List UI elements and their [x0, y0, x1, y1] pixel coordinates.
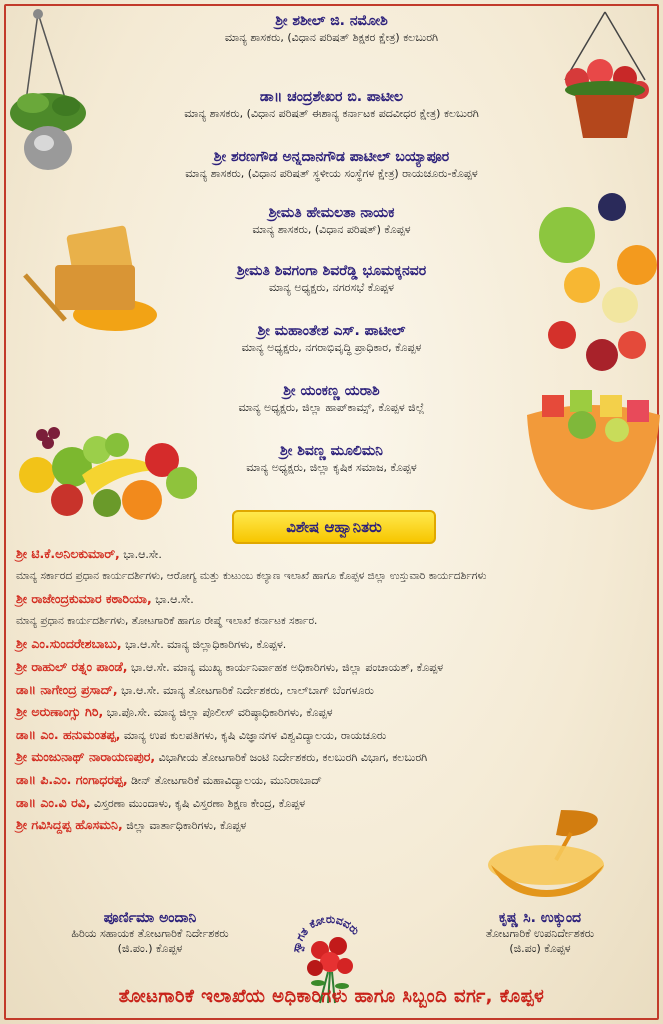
honey-bowl-image-icon	[486, 805, 616, 900]
guest-entry	[16, 636, 286, 652]
honoree-entry	[0, 382, 663, 416]
signatory-left-title: ಹಿರಿಯ ಸಹಾಯಕ ತೋಟಗಾರಿಕೆ ನಿರ್ದೇಶಕರು	[71, 927, 229, 940]
guest-designation: ಭಾ.ಆ.ಸೇ.	[119, 548, 162, 561]
honoree-designation: ಮಾನ್ಯ ಅಧ್ಯಕ್ಷರು, ನಗರಾಭಿವೃದ್ಧಿ ಪ್ರಾಧಿಕಾರ, ಕೊಪ್ಪಳ	[241, 341, 422, 354]
honoree-name: ಶ್ರೀ ಯಂಕಣ್ಣ ಯರಾಶಿ	[283, 383, 380, 399]
guest-name: ಡಾ॥ ಪಿ.ಎಂ. ಗಂಗಾಧರಪ್ಪ,	[16, 772, 128, 787]
guest-entry	[16, 749, 427, 765]
honoree-entry	[0, 262, 663, 296]
guest-name: ಡಾ॥ ಎಂ. ಹನುಮಂತಪ್ಪ,	[16, 727, 121, 742]
guest-name: ಶ್ರೀ ಗವಿಸಿದ್ದಪ್ಪ ಹೊಸಮನಿ,	[16, 817, 123, 832]
guest-designation: ಡೀನ್ ತೋಟಗಾರಿಕೆ ಮಹಾವಿದ್ಯಾಲಯ, ಮುನಿರಾಬಾದ್	[127, 774, 322, 787]
honoree-name: ಡಾ॥ ಚಂದ್ರಶೇಖರ ಬಿ. ಪಾಟೀಲ	[259, 89, 404, 105]
honoree-name: ಶ್ರೀ ಶಶೀಲ್ ಜಿ. ನಮೋಶಿ	[275, 13, 388, 29]
guest-designation: ಮಾನ್ಯ ಪ್ರಧಾನ ಕಾರ್ಯದರ್ಶಿಗಳು, ತೋಟಗಾರಿಕೆ ಹಾಗೂ ರೇಷ್ಮೆ ಇಲಾಖೆ ಕರ್ನಾಟಕ ಸರ್ಕಾರ.	[16, 615, 318, 627]
guest-entry	[16, 546, 162, 562]
welcome-text: ಸ್ವಾಗತ ಕೋರುವವರು	[290, 912, 362, 954]
guest-name: ಶ್ರೀ ಎಂ.ಸುಂದರೇಶಬಾಬು,	[16, 636, 122, 651]
honoree-entry	[0, 442, 663, 476]
guest-designation: ಭಾ.ಆ.ಸೇ. ಮಾನ್ಯ ಮುಖ್ಯ ಕಾರ್ಯನಿರ್ವಾಹಕ ಅಧಿಕಾರಿಗಳು, ಜಿಲ್ಲಾ ಪಂಚಾಯತ್, ಕೊಪ್ಪಳ	[127, 661, 444, 674]
guest-entry	[16, 682, 374, 698]
guest-entry	[16, 795, 305, 811]
signatory-right-name: ಕೃಷ್ಣ ಸಿ. ಉಕ್ಕುಂದ	[498, 910, 582, 926]
guest-name: ಡಾ॥ ಎಂ.ವಿ ರವಿ,	[16, 795, 91, 810]
signatory-right-title: ತೋಟಗಾರಿಕೆ ಉಪನಿರ್ದೇಶಕರು	[485, 927, 595, 940]
guest-entry	[16, 591, 194, 607]
guest-entry	[16, 569, 487, 584]
guest-designation: ಮಾನ್ಯ ಉಪ ಕುಲಪತಿಗಳು, ಕೃಷಿ ವಿಜ್ಞಾನಗಳ ವಿಶ್ವವಿದ್ಯಾಲಯ, ರಾಯಚೂರು	[120, 729, 387, 742]
honoree-designation: ಮಾನ್ಯ ಅಧ್ಯಕ್ಷರು, ಜಿಲ್ಲಾ ಹಾಪ್‌ಕಾಮ್ಸ್, ಕೊಪ್ಪಳ ಜಿಲ್ಲೆ	[238, 401, 425, 414]
honoree-designation: ಮಾನ್ಯ ಶಾಸಕರು, (ವಿಧಾನ ಪರಿಷತ್) ಕೊಪ್ಪಳ	[252, 223, 411, 236]
guest-entry	[16, 772, 322, 788]
honoree-designation: ಮಾನ್ಯ ಶಾಸಕರು, (ವಿಧಾನ ಪರಿಷತ್ ಶಿಕ್ಷಕರ ಕ್ಷೇತ್ರ) ಕಲಬುರಗಿ	[224, 31, 439, 44]
honoree-name: ಶ್ರೀಮತಿ ಶಿವಗಂಗಾ ಶಿವರೆಡ್ಡಿ ಭೂಮಕ್ಕನವರ	[236, 263, 427, 279]
honoree-entry	[0, 12, 663, 46]
guest-entry	[16, 614, 317, 629]
honoree-designation: ಮಾನ್ಯ ಶಾಸಕರು, (ವಿಧಾನ ಪರಿಷತ್ ಈಶಾನ್ಯ ಕರ್ನಾಟಕ ಪದವೀಧರ ಕ್ಷೇತ್ರ) ಕಲಬುರಗಿ	[184, 107, 479, 120]
guest-name: ಶ್ರೀ ಮಂಜುನಾಥ್ ನಾರಾಯಣಪುರ,	[16, 749, 156, 764]
guest-name: ಶ್ರೀ ರಾಹುಲ್ ರತ್ನಂ ಪಾಂಡೆ,	[16, 659, 128, 674]
honoree-entry	[0, 88, 663, 122]
guest-designation: ಮಾನ್ಯ ಸರ್ಕಾರದ ಪ್ರಧಾನ ಕಾರ್ಯದರ್ಶಿಗಳು, ಆರೋಗ್ಯ ಮತ್ತು ಕುಟುಂಬ ಕಲ್ಯಾಣ ಇಲಾಖೆ ಹಾಗೂ ಕೊಪ್ಪಳ ಜಿಲ್ಲಾ ಉಸ್ತುವಾರಿ ಕಾರ್ಯದರ್ಶಿಗಳು	[16, 570, 487, 582]
footer-organizers: ತೋಟಗಾರಿಕೆ ಇಲಾಖೆಯ ಅಧಿಕಾರಿಗಳು ಹಾಗೂ ಸಿಬ್ಬಂದಿ ವರ್ಗ, ಕೊಪ್ಪಳ	[118, 986, 545, 1007]
honoree-name: ಶ್ರೀ ಶರಣಗೌಡ ಅನ್ನದಾನಗೌಡ ಪಾಟೀಲ್ ಬಯ್ಯಾಪೂರ	[213, 149, 450, 165]
guest-name: ಶ್ರೀ ರಾಜೇಂದ್ರಕುಮಾರ ಕಠಾರಿಯಾ,	[16, 591, 152, 606]
signatory-left-name: ಪೂರ್ಣಿಮಾ ಅಂದಾನಿ	[103, 910, 197, 926]
guest-designation: ಭಾ.ಆ.ಸೇ. ಮಾನ್ಯ ತೋಟಗಾರಿಕೆ ನಿರ್ದೇಶಕರು, ಲಾಲ್‌ಬಾಗ್ ಬೆಂಗಳೂರು	[117, 684, 374, 697]
honoree-name: ಶ್ರೀ ಶಿವಣ್ಣ ಮೂಲಿಮನಿ	[280, 443, 383, 459]
guest-entry	[16, 817, 246, 833]
guest-designation: ವಿಭಾಗೀಯ ತೋಟಗಾರಿಕೆ ಜಂಟಿ ನಿರ್ದೇಶಕರು, ಕಲಬುರಗಿ ವಿಭಾಗ, ಕಲಬುರಗಿ	[155, 751, 428, 764]
guest-entry	[16, 704, 333, 720]
signatory-left	[30, 910, 270, 956]
signatory-right-office: (ಜಿ.ಪಂ) ಕೊಪ್ಪಳ	[509, 942, 571, 955]
honoree-entry	[0, 322, 663, 356]
guest-designation: ಭಾ.ಆ.ಸೇ.	[151, 593, 194, 606]
honoree-name: ಶ್ರೀ ಮಹಾಂತೇಶ ಎಸ್. ಪಾಟೀಲ್	[257, 323, 406, 339]
signatory-right	[425, 910, 655, 956]
guest-designation: ಭಾ.ಆ.ಸೇ. ಮಾನ್ಯ ಜಿಲ್ಲಾಧಿಕಾರಿಗಳು, ಕೊಪ್ಪಳ.	[121, 638, 287, 651]
special-invitees-badge: ವಿಶೇಷ ಆಹ್ವಾನಿತರು	[232, 510, 436, 544]
guest-designation: ಭಾ.ಪೊ.ಸೇ. ಮಾನ್ಯ ಜಿಲ್ಲಾ ಪೊಲೀಸ್ ವರಿಷ್ಠಾಧಿಕಾರಿಗಳು, ಕೊಪ್ಪಳ	[103, 706, 333, 719]
guest-entry	[16, 727, 386, 743]
honoree-designation: ಮಾನ್ಯ ಅಧ್ಯಕ್ಷರು, ಜಿಲ್ಲಾ ಕೃಷಿಕ ಸಮಾಜ, ಕೊಪ್ಪಳ	[246, 461, 417, 474]
guest-name: ಶ್ರೀ ಟಿ.ಕೆ.ಅನಿಲಕುಮಾರ್,	[16, 546, 120, 561]
signatory-left-office: (ಜಿ.ಪಂ.) ಕೊಪ್ಪಳ	[117, 942, 183, 955]
honoree-designation: ಮಾನ್ಯ ಶಾಸಕರು, (ವಿಧಾನ ಪರಿಷತ್ ಸ್ಥಳೀಯ ಸಂಸ್ಥೆಗಳ ಕ್ಷೇತ್ರ) ರಾಯಚೂರು-ಕೊಪ್ಪಳ	[185, 167, 478, 180]
guest-designation: ವಿಸ್ತರಣಾ ಮುಂದಾಳು, ಕೃಷಿ ವಿಸ್ತರಣಾ ಶಿಕ್ಷಣ ಕೇಂದ್ರ, ಕೊಪ್ಪಳ	[90, 797, 306, 810]
guest-entry	[16, 659, 443, 675]
guest-name: ಶ್ರೀ ಅರುಣಾಂಗ್ಸು ಗಿರಿ,	[16, 704, 104, 719]
honoree-name: ಶ್ರೀಮತಿ ಹೇಮಲತಾ ನಾಯಕ	[268, 205, 395, 221]
honoree-entry	[0, 204, 663, 238]
honoree-designation: ಮಾನ್ಯ ಅಧ್ಯಕ್ಷರು, ನಗರಸಭೆ ಕೊಪ್ಪಳ	[268, 281, 395, 294]
honoree-entry	[0, 148, 663, 182]
guest-designation: ಜಿಲ್ಲಾ ವಾರ್ತಾಧಿಕಾರಿಗಳು, ಕೊಪ್ಪಳ	[122, 819, 247, 832]
guest-name: ಡಾ॥ ನಾಗೇಂದ್ರ ಪ್ರಸಾದ್,	[16, 682, 118, 697]
